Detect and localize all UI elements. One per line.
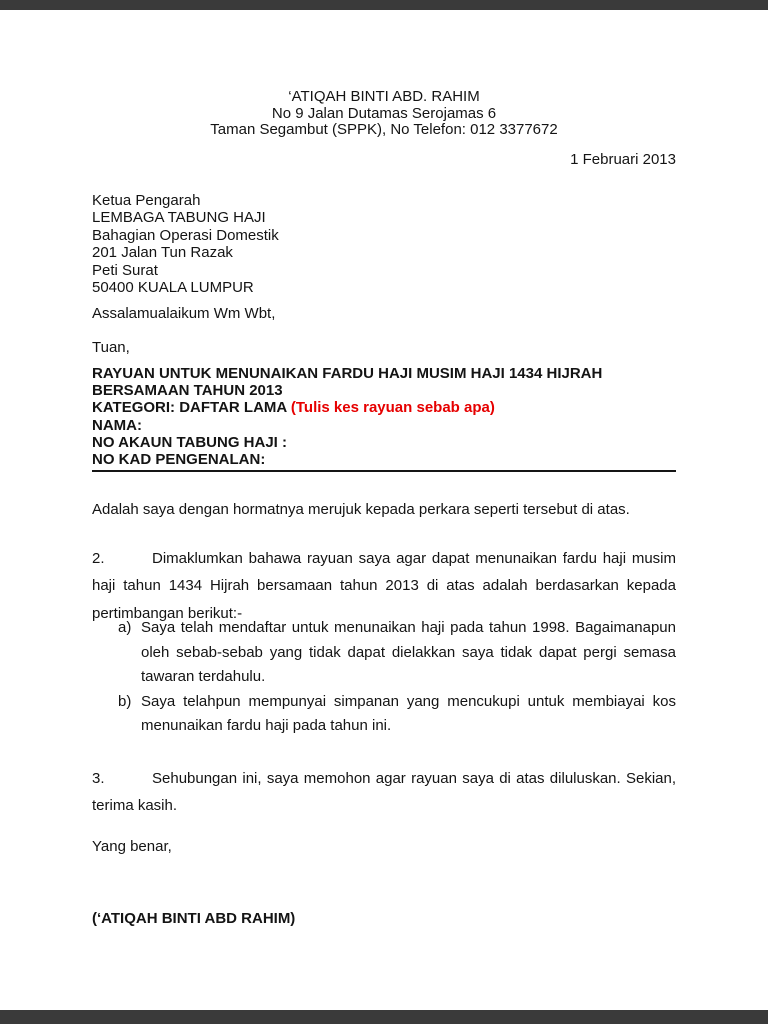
paragraph-3-text: Sehubungan ini, saya memohon agar rayuan saya di atas diluluskan. Sekian, terima kasih. <box>92 770 676 815</box>
bottom-edge-bar <box>0 1010 768 1024</box>
list-text-a: Saya telah mendaftar untuk menunaikan haji pada tahun 1998. Bagaimanapun oleh sebab-sebab yang tidak dapat dielakkan saya tidak dapat pergi semasa tawaran terdahulu. <box>141 619 676 686</box>
list-marker-b: b) <box>118 692 132 710</box>
recipient-line: 50400 KUALA LUMPUR <box>92 279 254 297</box>
list-item-b <box>92 690 676 739</box>
recipient-line: Peti Surat <box>92 261 158 279</box>
paragraph-3 <box>92 765 676 820</box>
sender-address-line2: Taman Segambut (SPPK), No Telefon: 012 3377672 <box>210 121 558 139</box>
paragraph-3-number: 3. <box>92 770 105 787</box>
recipient-block <box>92 192 676 296</box>
addressee: Tuan, <box>92 339 130 356</box>
subject-block <box>92 365 676 472</box>
salutation: Assalamualaikum Wm Wbt, <box>92 305 276 322</box>
subject-field-kad: NO KAD PENGENALAN: <box>92 451 266 469</box>
sender-address-line1: No 9 Jalan Dutamas Serojamas 6 <box>271 104 497 122</box>
recipient-line: Bahagian Operasi Domestik <box>92 226 279 244</box>
letter-date: 1 Februari 2013 <box>570 151 676 168</box>
signature-name: (‘ATIQAH BINTI ABD RAHIM) <box>92 910 296 927</box>
paragraph-1: Adalah saya dengan hormatnya merujuk kepada perkara seperti tersebut di atas. <box>92 501 630 518</box>
recipient-line: Ketua Pengarah <box>92 192 201 209</box>
list-item-a <box>92 616 676 690</box>
top-edge-bar <box>0 0 768 10</box>
sender-block <box>92 89 676 139</box>
subject-category-note: (Tulis kes rayuan sebab apa) <box>290 399 495 417</box>
subject-field-akaun: NO AKAUN TABUNG HAJI : <box>92 433 287 451</box>
sender-name: ‘ATIQAH BINTI ABD. RAHIM <box>288 88 480 105</box>
subject-category-label: KATEGORI: DAFTAR LAMA <box>92 399 291 417</box>
recipient-line: LEMBAGA TABUNG HAJI <box>92 209 266 227</box>
paragraph-2-number: 2. <box>92 550 105 567</box>
subject-category-line <box>92 399 676 416</box>
reasons-list <box>92 616 676 739</box>
subject-title: RAYUAN UNTUK MENUNAIKAN FARDU HAJI MUSIM HAJI 1434 HIJRAH BERSAMAAN TAHUN 2013 <box>92 365 603 400</box>
list-marker-a: a) <box>118 619 132 636</box>
list-text-b: Saya telahpun mempunyai simpanan yang mencukupi untuk membiayai kos menunaikan fardu haji pada tahun ini. <box>141 692 676 735</box>
recipient-line: 201 Jalan Tun Razak <box>92 244 233 262</box>
closing: Yang benar, <box>92 838 172 855</box>
subject-field-nama: NAMA: <box>92 416 142 434</box>
paragraph-2-text: Dimaklumkan bahawa rayuan saya agar dapat menunaikan fardu haji musim haji tahun 1434 Hijrah bersamaan tahun 2013 di atas adalah berdasarkan kepada pertimbangan berikut:- <box>92 550 676 622</box>
paragraph-2 <box>92 545 676 627</box>
subject-divider <box>92 470 676 472</box>
